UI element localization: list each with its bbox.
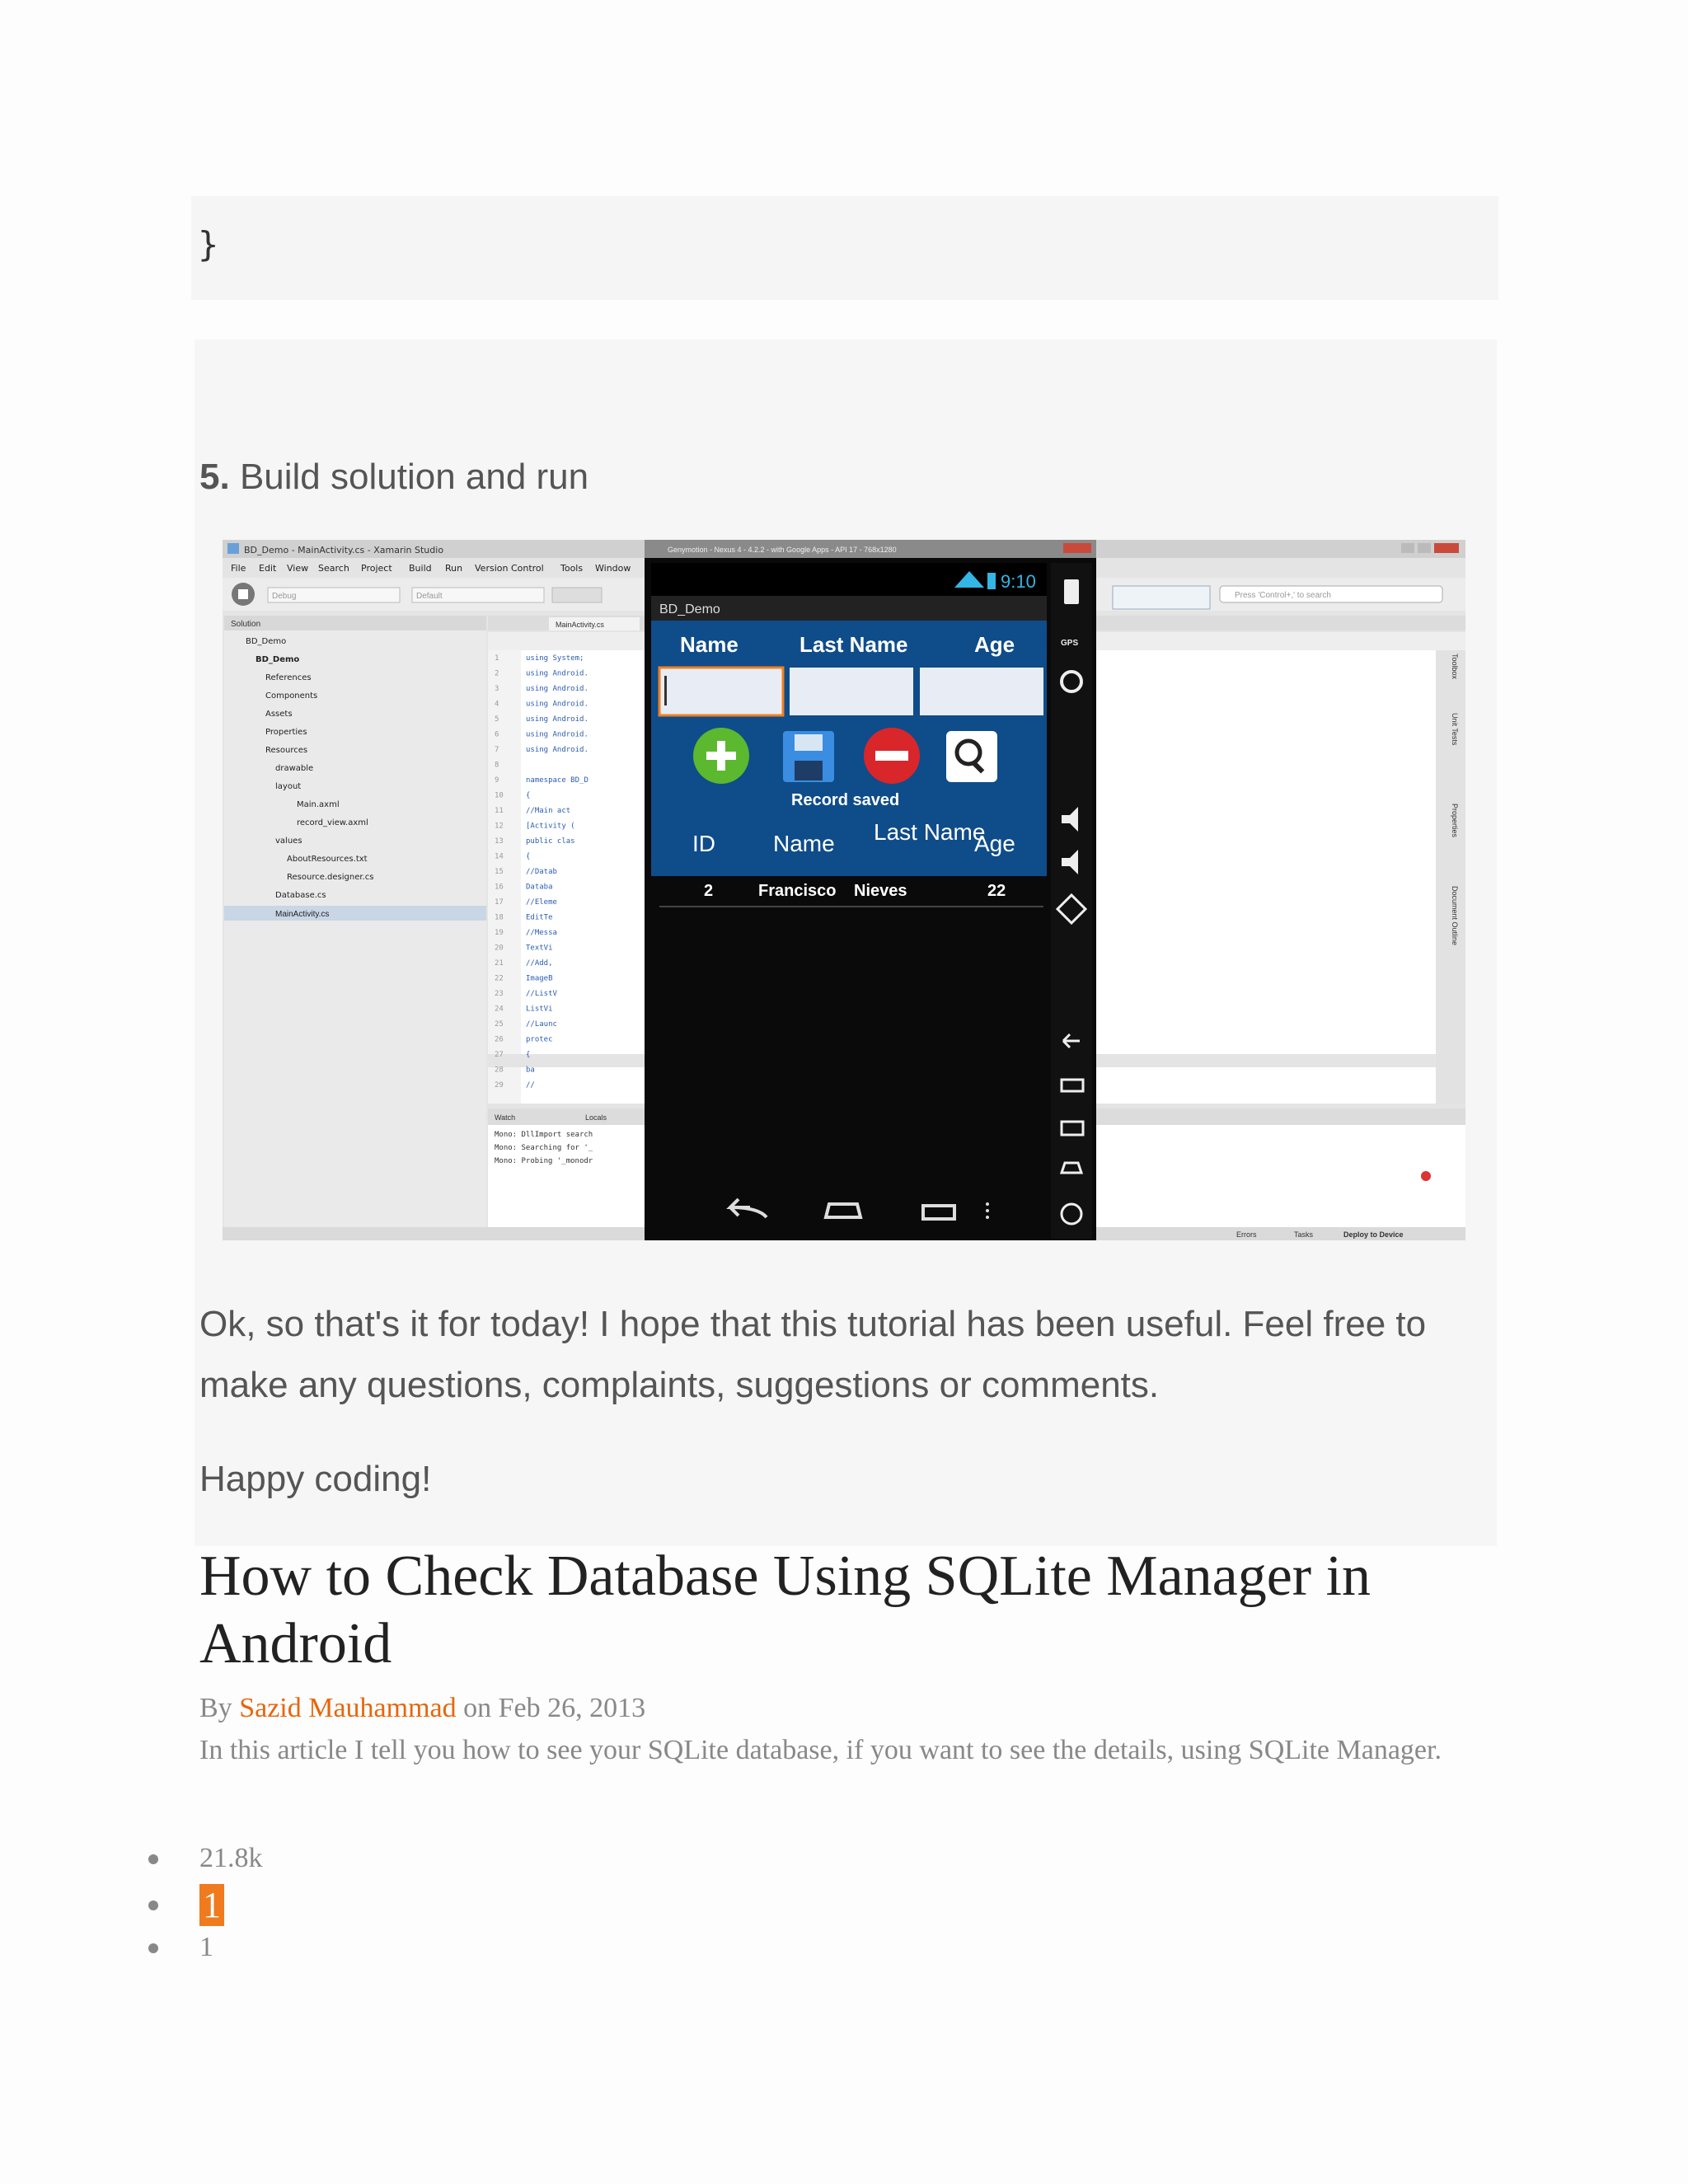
- tree-item: layout: [275, 782, 302, 791]
- article-date: on Feb 26, 2013: [463, 1693, 646, 1723]
- code-line: using Android.: [526, 669, 588, 678]
- article-byline: [199, 1693, 645, 1724]
- code-line-number: 13: [495, 837, 504, 846]
- step-number: 5.: [199, 457, 230, 497]
- minimize-icon: [1401, 543, 1414, 553]
- toolbar-buttons: [552, 588, 602, 602]
- bullet-icon: [148, 1943, 158, 1953]
- ide-screenshot-drawing: [223, 540, 1465, 1240]
- editor-tab: MainActivity.cs: [556, 621, 604, 629]
- status-display: [1113, 586, 1210, 609]
- output-line: Mono: Probing '_monodr: [495, 1157, 593, 1165]
- form-header-last-name: Last Name: [799, 632, 908, 657]
- code-line-number: 14: [495, 852, 504, 861]
- gps-control-label: GPS: [1061, 639, 1079, 648]
- closing-paragraph: Ok, so that's it for today! I hope that this tutorial has been useful. Feel free to make any questions, complaints, suggestions or comments.: [199, 1304, 1427, 1405]
- table-header-last-name: Last Name: [874, 819, 986, 845]
- age-input: [920, 668, 1043, 715]
- deploy-to-device-button: Deploy to Device: [1343, 1230, 1404, 1239]
- ide-screenshot: [223, 540, 1465, 1240]
- code-line-number: 7: [495, 746, 499, 754]
- code-line-number: 11: [495, 807, 504, 815]
- solution-pad-title: Solution: [231, 620, 261, 629]
- app-icon: [227, 543, 239, 554]
- watch-tab: Watch: [495, 1113, 516, 1122]
- code-line: {: [526, 1051, 531, 1059]
- output-line: Mono: Searching for '_: [495, 1144, 593, 1152]
- code-line: //Datab: [526, 868, 557, 876]
- menu-window: Window: [595, 563, 631, 574]
- menu-file: File: [231, 563, 246, 574]
- code-line: //ListV: [526, 990, 557, 998]
- ide-search-placeholder: Press 'Control+,' to search: [1235, 591, 1331, 600]
- code-line: using Android.: [526, 700, 588, 709]
- byline-by: By: [199, 1693, 232, 1723]
- code-line: //Add,: [526, 959, 553, 968]
- table-header-name: Name: [773, 831, 835, 856]
- comments-count: 1: [199, 1932, 213, 1962]
- code-line-number: 8: [495, 761, 499, 770]
- menu-project: Project: [361, 563, 392, 574]
- record-saved-message: Record saved: [791, 791, 900, 809]
- menu-tools: Tools: [560, 563, 584, 574]
- unit-tests-tab: Unit Tests: [1451, 713, 1459, 746]
- tree-item: drawable: [275, 764, 314, 773]
- code-line-number: 29: [495, 1081, 504, 1090]
- code-line: //: [526, 1081, 535, 1090]
- tree-item: Main.axml: [297, 800, 340, 809]
- record-id: 2: [704, 882, 714, 900]
- code-line: //Launc: [526, 1020, 557, 1029]
- menu-bar: [231, 563, 631, 574]
- code-line: //Main act: [526, 807, 571, 815]
- code-line: EditTe: [526, 913, 553, 922]
- code-line: ba: [526, 1066, 535, 1075]
- code-line-number: 16: [495, 883, 504, 892]
- line-gutter: [488, 650, 521, 1104]
- emulator-side-controls: [1051, 563, 1092, 1239]
- code-line-number: 26: [495, 1035, 504, 1044]
- table-header-id: ID: [692, 831, 715, 856]
- code-line: ListVi: [526, 1005, 553, 1014]
- likes-count[interactable]: 1: [199, 1884, 224, 1926]
- menu-view: View: [287, 563, 309, 574]
- code-line-number: 1: [495, 654, 499, 663]
- step-text: Build solution and run: [239, 457, 589, 497]
- code-line-number: 19: [495, 929, 504, 937]
- code-block: [191, 196, 1498, 300]
- code-line-number: 15: [495, 868, 504, 876]
- tree-item: Database.cs: [275, 891, 326, 900]
- code-line: using Android.: [526, 715, 588, 724]
- code-line: ImageB: [526, 974, 553, 983]
- debug-select-label: Debug: [272, 592, 297, 601]
- code-line-number: 10: [495, 791, 504, 800]
- record-age: 22: [987, 882, 1006, 900]
- code-line-number: 21: [495, 959, 504, 968]
- search-icon: [946, 731, 997, 782]
- name-input: [659, 668, 783, 715]
- toolbox-tab: Toolbox: [1451, 654, 1459, 680]
- battery-icon: [987, 573, 996, 589]
- code-line-number: 18: [495, 913, 504, 922]
- code-line-number: 5: [495, 715, 499, 724]
- tree-item: Properties: [265, 728, 307, 737]
- bullet-icon: [148, 1854, 158, 1864]
- code-closing-brace: }: [198, 224, 219, 265]
- code-line: using Android.: [526, 685, 588, 693]
- tree-item: MainActivity.cs: [275, 910, 330, 919]
- locals-tab: Locals: [585, 1113, 607, 1122]
- tree-item: Resource.designer.cs: [287, 873, 374, 882]
- tree-item: BD_Demo: [256, 655, 300, 664]
- emulator-title: Genymotion - Nexus 4 - 4.2.2 - with Google Apps - API 17 - 768x1280: [668, 546, 897, 554]
- solution-pad: [224, 616, 486, 1239]
- menu-search: Search: [318, 563, 349, 574]
- code-line: //Eleme: [526, 898, 557, 907]
- code-line: public clas: [526, 837, 575, 846]
- author-link[interactable]: Sazid Mauhammad: [239, 1693, 457, 1723]
- errors-tab: Errors: [1236, 1230, 1257, 1239]
- code-line-number: 23: [495, 990, 504, 998]
- code-line-number: 6: [495, 730, 499, 739]
- code-line-number: 2: [495, 669, 499, 678]
- properties-tab: Properties: [1451, 804, 1459, 838]
- phone-time: 9:10: [1001, 571, 1036, 592]
- code-line: //Messa: [526, 929, 557, 937]
- sign-off: Happy coding!: [199, 1459, 432, 1499]
- tree-item: AboutResources.txt: [287, 855, 368, 864]
- code-line-number: 20: [495, 944, 504, 953]
- code-line: using System;: [526, 654, 584, 663]
- default-select-label: Default: [416, 592, 443, 601]
- output-lines: [495, 1131, 593, 1165]
- article-title[interactable]: How to Check Database Using SQLite Manager in Android: [199, 1544, 1372, 1675]
- form-header-name: Name: [680, 632, 738, 657]
- table-header-age: Age: [974, 831, 1015, 856]
- menu-run: Run: [445, 563, 463, 574]
- close-icon: [1434, 543, 1459, 553]
- tree-item: BD_Demo: [246, 637, 287, 646]
- tree-item-selected: [224, 906, 486, 921]
- ide-title: BD_Demo - MainActivity.cs - Xamarin Studio: [244, 545, 444, 555]
- tree-item: Components: [265, 691, 318, 701]
- document-outline-tab: Document Outline: [1451, 886, 1459, 946]
- code-line-number: 22: [495, 974, 504, 983]
- step-heading: [199, 457, 588, 498]
- code-line: using Android.: [526, 730, 588, 739]
- code-line-number: 17: [495, 898, 504, 907]
- code-line-number: 4: [495, 700, 499, 709]
- emulator-close-icon: [1063, 543, 1091, 553]
- code-line-number: 28: [495, 1066, 504, 1075]
- form-header-age: Age: [974, 632, 1015, 657]
- code-line-number: 27: [495, 1051, 504, 1059]
- code-line: {: [526, 791, 531, 800]
- tree-item: values: [275, 837, 302, 846]
- tree-item: Assets: [265, 710, 293, 719]
- code-line-number: 12: [495, 822, 504, 831]
- code-line-number: 25: [495, 1020, 504, 1029]
- code-line: protec: [526, 1035, 553, 1044]
- output-line: Mono: DllImport search: [495, 1131, 593, 1139]
- code-line: using Android.: [526, 746, 588, 754]
- tree-item: Resources: [265, 746, 308, 755]
- app-name: BD_Demo: [659, 602, 720, 616]
- code-line: Databa: [526, 883, 553, 892]
- views-count: 21.8k: [199, 1843, 263, 1873]
- code-line: [Activity (: [526, 822, 575, 831]
- article-summary: In this article I tell you how to see your SQLite database, if you want to see the details, using SQLite Manager.: [199, 1735, 1442, 1765]
- tree-item: record_view.axml: [297, 818, 368, 827]
- bullet-icon: [148, 1900, 158, 1910]
- tasks-tab: Tasks: [1294, 1230, 1314, 1239]
- right-dock: [1436, 650, 1465, 1104]
- code-line: {: [526, 852, 531, 861]
- menu-edit: Edit: [259, 563, 277, 574]
- menu-build: Build: [409, 563, 432, 574]
- menu-version-control: Version Control: [475, 563, 544, 574]
- code-line: namespace BD_D: [526, 776, 588, 785]
- record-name: Francisco: [758, 882, 837, 900]
- error-icon: [1421, 1171, 1431, 1181]
- battery-control-icon: [1064, 579, 1079, 604]
- code-line-number: 3: [495, 685, 499, 693]
- code-line-number: 9: [495, 776, 499, 785]
- record-last-name: Nieves: [854, 882, 907, 900]
- code-line: TextVi: [526, 944, 553, 953]
- code-line-number: 24: [495, 1005, 504, 1014]
- maximize-icon: [1418, 543, 1431, 553]
- last-name-input: [790, 668, 913, 715]
- tree-item: References: [265, 673, 312, 682]
